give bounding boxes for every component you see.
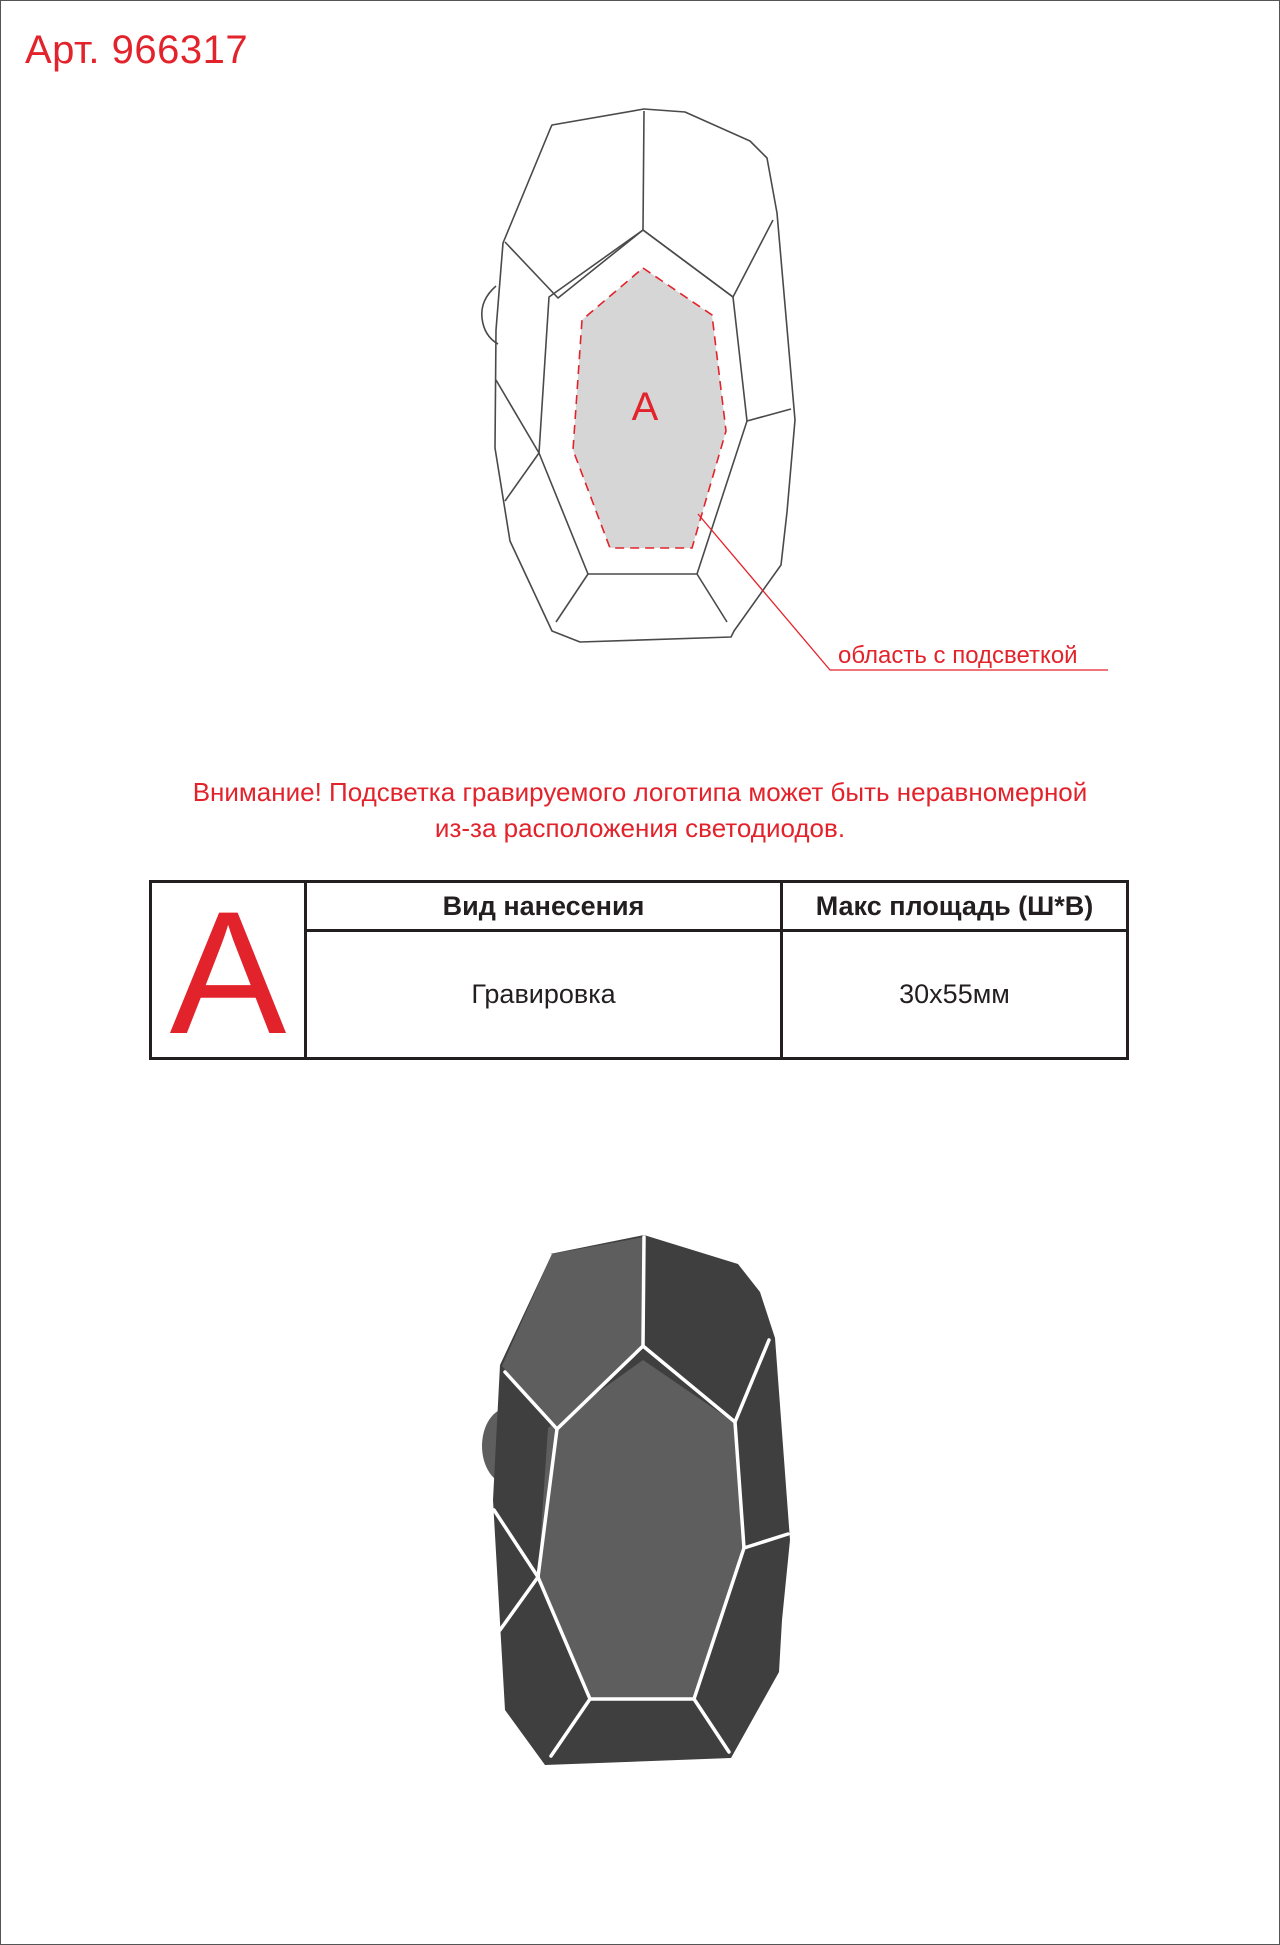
- spec-table-body: [307, 883, 1126, 1057]
- spec-header-row: [307, 883, 1126, 932]
- product-render: [470, 1225, 810, 1780]
- engraving-area-letter: A: [631, 385, 659, 429]
- header-max-area: Макс площадь (Ш*В): [815, 890, 1094, 921]
- product-outline-drawing: [470, 100, 1110, 680]
- header-method: Вид нанесения: [307, 883, 783, 929]
- spec-value-row: [307, 932, 1126, 1057]
- article-number: Арт. 966317: [25, 28, 249, 72]
- warning-notice: [0, 774, 1280, 846]
- warning-line-2: из-за расположения светодиодов.: [434, 813, 846, 843]
- highlight-zone-label: область с подсветкой: [838, 642, 1078, 669]
- max-area-value: 30х55мм: [899, 979, 1010, 1009]
- warning-line-1: Внимание! Подсветка гравируемого логотипа может быть неравномерной: [192, 777, 1088, 807]
- print-spec-table: [149, 875, 1129, 1071]
- method-value: Гравировка: [307, 932, 783, 1057]
- spec-zone-letter: A: [152, 883, 307, 1057]
